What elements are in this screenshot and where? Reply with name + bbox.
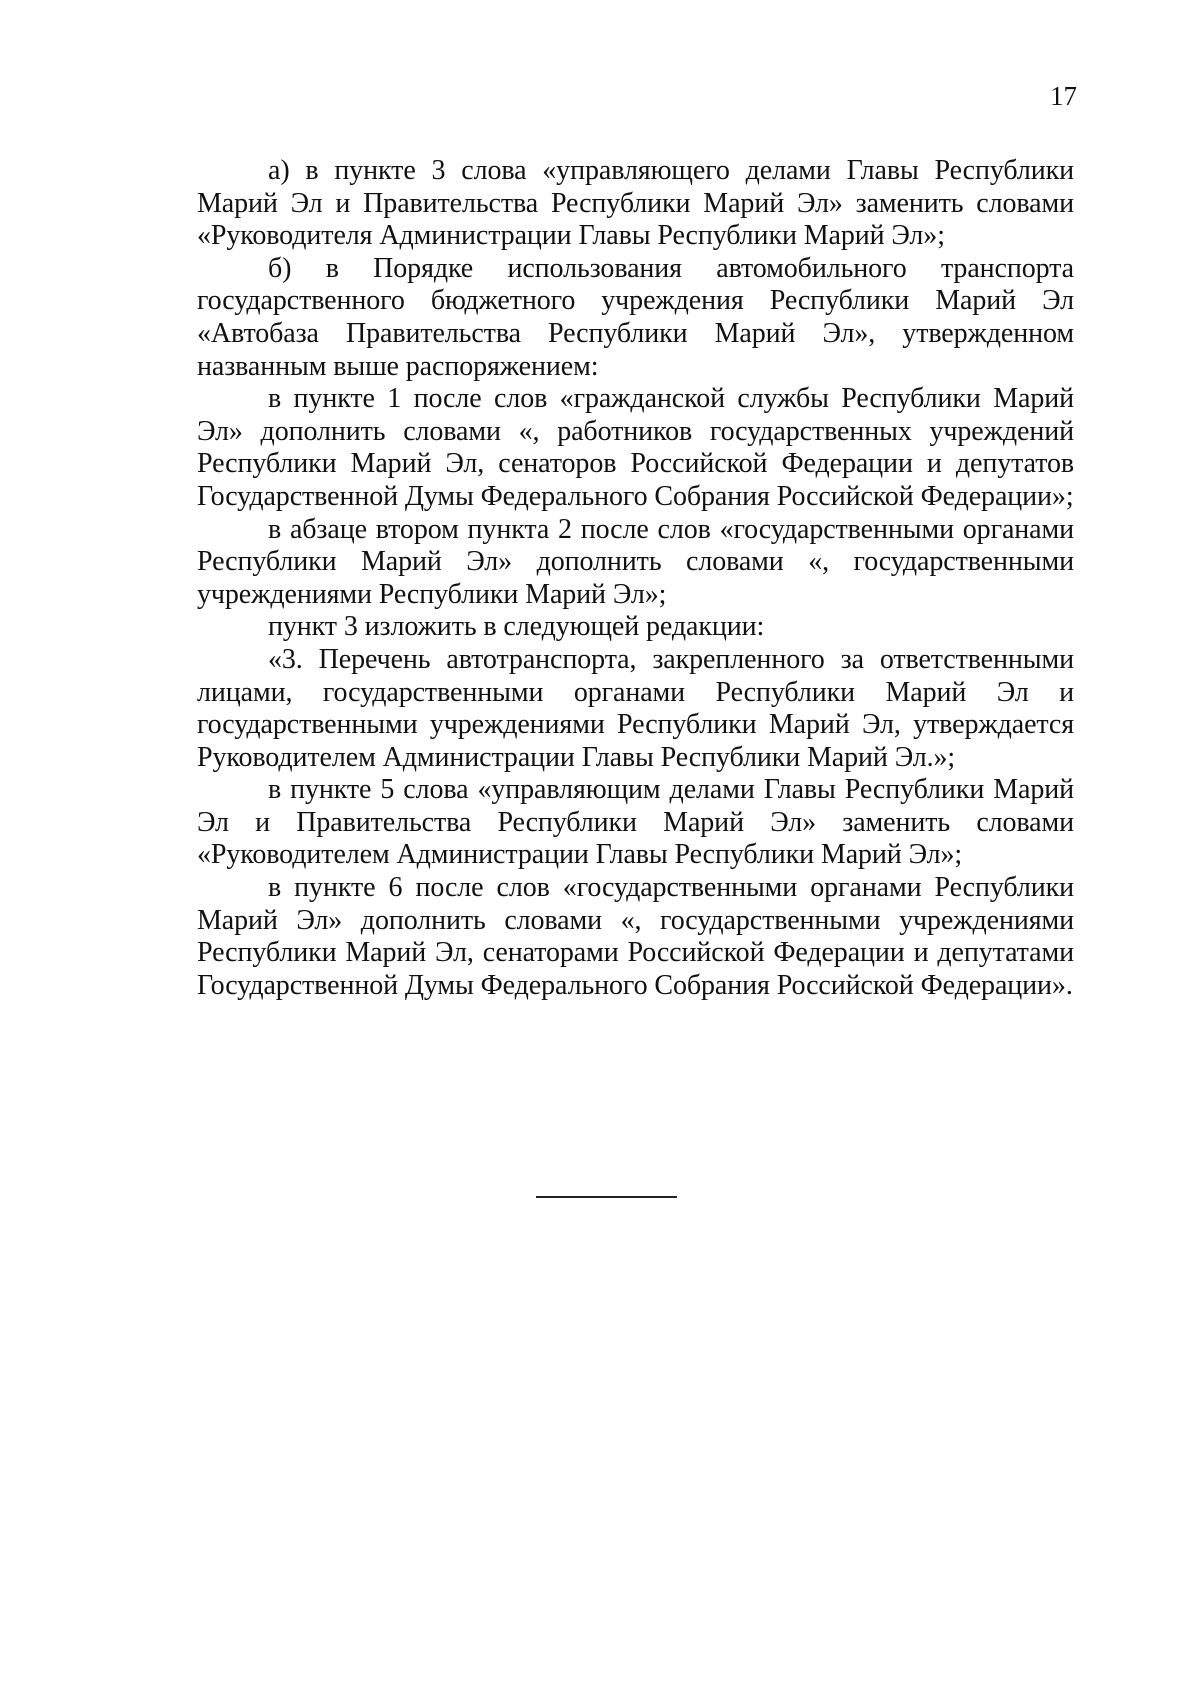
- end-separator-line: [536, 1196, 677, 1198]
- paragraph-item-2: в абзаце втором пункта 2 после слов «государственными органами Республики Марий Эл» дополнить словами «, государственными учреждениями Республики Марий Эл»;: [197, 513, 1074, 610]
- paragraph-b: б) в Порядке использования автомобильного транспорта государственного бюджетного учреждения Республики Марий Эл «Автобаза Правительства Республики Марий Эл», утвержденном названным выше распоряжением:: [197, 252, 1074, 382]
- paragraph-item-6: в пункте 6 после слов «государственными органами Республики Марий Эл» дополнить словами «, государственными учреждениями Республики Марий Эл, сенаторами Российской Федерации и депутатами Государственной Думы Федерального Собрания Российской Федерации».: [197, 872, 1074, 1001]
- page-number: 17: [1050, 81, 1077, 111]
- paragraph-item-3-intro: пункт 3 изложить в следующей редакции:: [268, 611, 765, 643]
- paragraph-a: а) в пункте 3 слова «управляющего делами Главы Республики Марий Эл и Правительства Республики Марий Эл» заменить словами «Руководителя Администрации Главы Республики Марий Эл»;: [197, 155, 1074, 252]
- document-body: [197, 155, 1074, 1002]
- paragraph-item-3-text: «3. Перечень автотранспорта, закрепленного за ответственными лицами, государственными органами Республики Марий Эл и государственными учреждениями Республики Марий Эл, утверждается Руководителем Администрации Главы Республики Марий Эл.»;: [197, 643, 1074, 773]
- paragraph-item-1: в пункте 1 после слов «гражданской службы Республики Марий Эл» дополнить словами «, работников государственных учреждений Республики Марий Эл, сенаторов Российской Федерации и депутатов Государственной Думы Федерального Собрания Российской Федерации»;: [197, 383, 1074, 512]
- paragraph-item-5: в пункте 5 слова «управляющим делами Главы Республики Марий Эл и Правительства Республики Марий Эл» заменить словами «Руководителем Администрации Главы Республики Марий Эл»;: [197, 774, 1074, 871]
